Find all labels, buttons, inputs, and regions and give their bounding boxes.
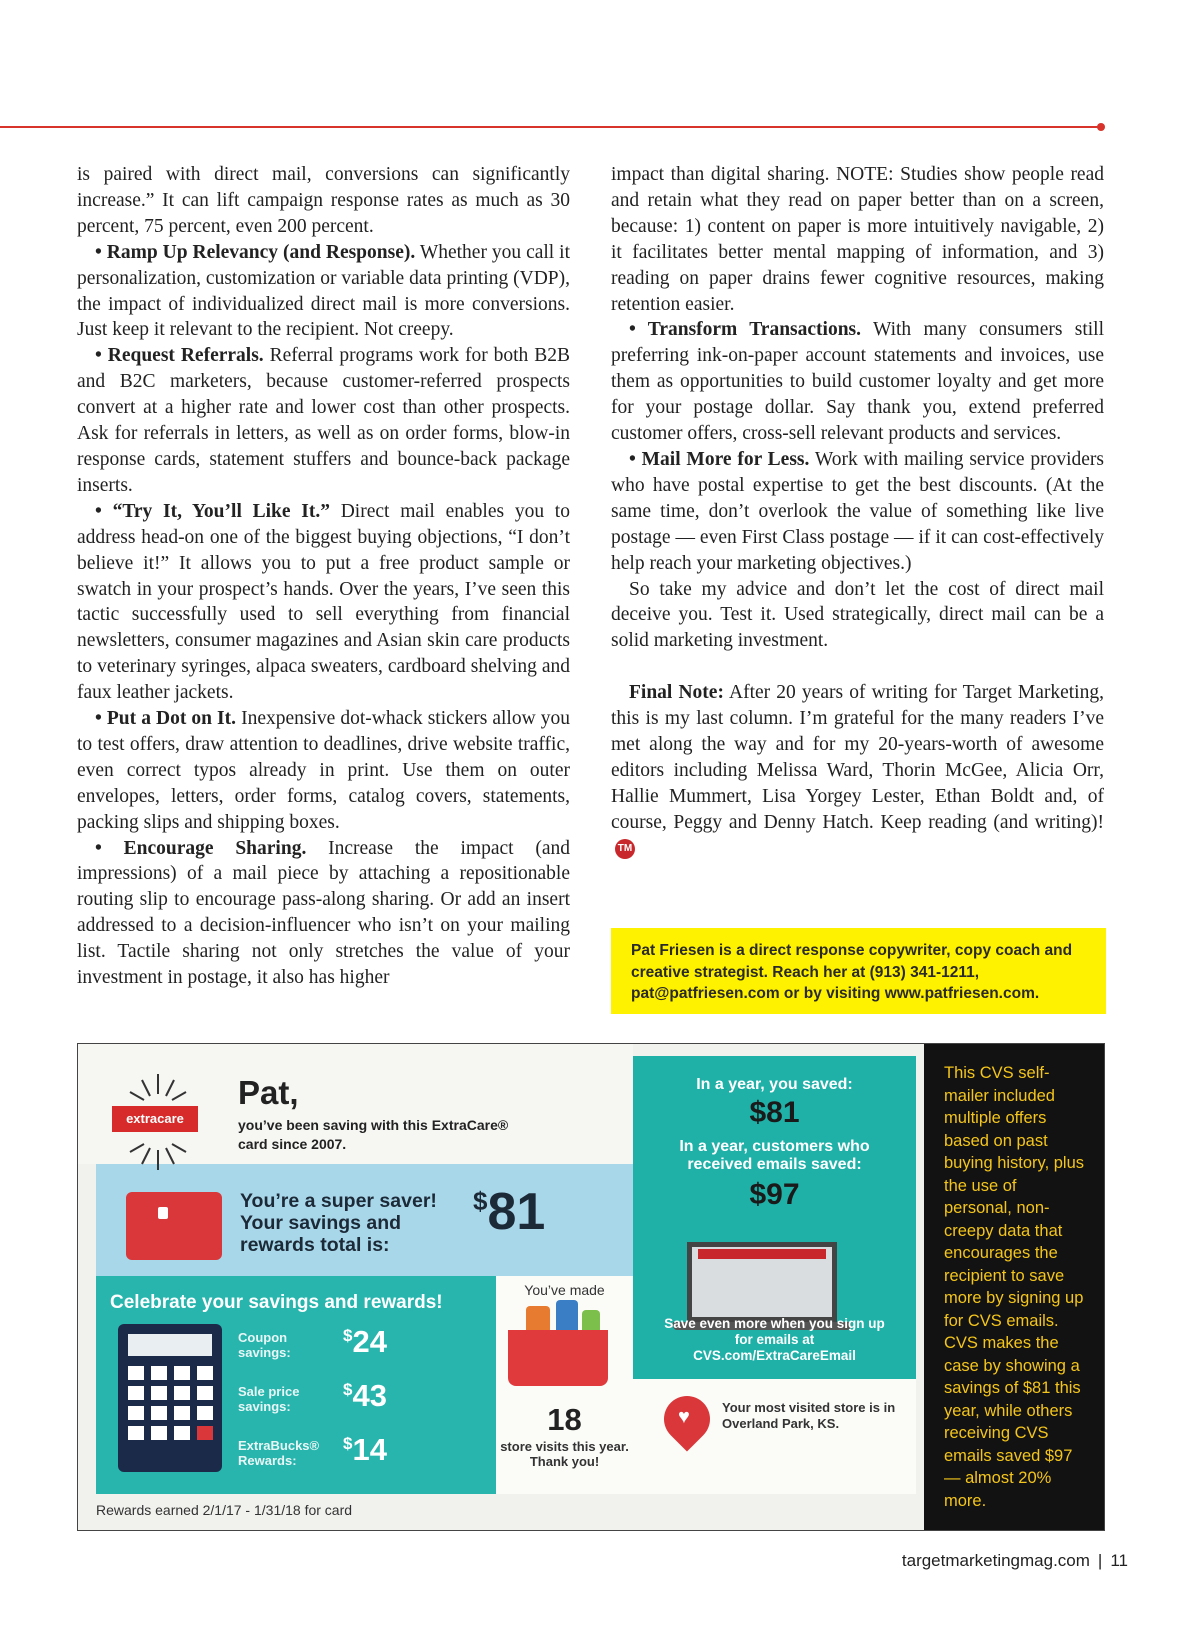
extracare-logo: extracare [112, 1106, 198, 1132]
visits-text: store visits this year. Thank you! [500, 1439, 629, 1469]
customers-saved-amount: $97 [749, 1178, 800, 1211]
paragraph [611, 317, 1104, 447]
paragraph-body: Work with mailing service providers who have postal expertise to get the best discounts. (At the same time, don’t overlook the value of something like live postage — even First Class postage — if it can cost-effectively help reach your marketing objectives.) [611, 448, 1105, 574]
page-number: 11 [1110, 1551, 1128, 1570]
paragraph [77, 499, 570, 706]
visits-count: 18 [547, 1402, 582, 1437]
bullet-heading: • “Try It, You’ll Like It.” [95, 500, 330, 522]
final-note-body: After 20 years of writing for Target Marketing, this is my last column. I’m grateful for the many readers I’ve met along the way and for my 20-years-worth of awesome editors including Melissa Ward, Thorin McGee, Alicia Orr, Hallie Mummert, Lisa Yorgey Lester, Ethan Boldt and, of course, Peggy and Denny Hatch. Keep reading (and writing)! [611, 682, 1104, 833]
year-saved-amount: $81 [749, 1096, 800, 1129]
paragraph-body: Inexpensive dot-whack stickers allow you to test offers, draw attention to deadlines, drive website traffic, even correct typos already in print. Use them on outer envelopes, letters, order forms, catalog covers, statements, packing slips and shipping boxes. [77, 708, 570, 833]
figure-caption: This CVS self-mailer included multiple offers based on past buying history, plus the use of personal, non-creepy data that encourages the recipient to save more by signing up for CVS emails. CVS makes the case by showing a savings of $81 this year, while others receiving CVS emails saved $97 — almost 20% more. [924, 1044, 1104, 1530]
customers-saved-label: In a year, customers who received emails saved: [679, 1138, 870, 1173]
calculator-icon [118, 1324, 222, 1472]
article-column-right [611, 162, 1104, 862]
customer-name: Pat, [238, 1074, 299, 1111]
header-rule [0, 126, 1100, 128]
cvs-mailer-figure [77, 1043, 1105, 1531]
bullet-heading: • Put a Dot on It. [95, 708, 237, 730]
bullet-heading: • Request Referrals. [95, 345, 264, 367]
shopping-basket-icon [508, 1330, 608, 1386]
paragraph [77, 240, 570, 344]
paragraph-body: Whether you call it personalization, customization or variable data printing (VDP), the impact of individualized direct mail is more conversions. Just keep it relevant to the recipient. Not creepy. [77, 241, 570, 341]
cvs-mailer-image: extracare Pat, you’ve been saving with this ExtraCare® card since 2007. You’re a super saver! Your savings and rewards total is: $81 Celebrate your savings and rewards! Coupon savings: $24 Sale price savings: $43 ExtraBucks® Rewards: $14 You’ve made 18 store visits this year. Thank you! In a year, you saved: $81 In a year, customers who received emails saved: $97 Save even more when you sign up for emails at CVS.com/ExtraCareEmail ♥ Your most visited store is in Overland Park, KS. Rewards earned 2/1/17 - 1/31/18 for card [78, 1044, 924, 1530]
article-column-left [77, 162, 570, 991]
header-rule-dot [1097, 123, 1105, 131]
page-footer [902, 1551, 1128, 1571]
paragraph [77, 343, 570, 498]
paragraph [611, 447, 1104, 577]
bullet-heading: • Ramp Up Relevancy (and Response). [95, 241, 416, 263]
paragraph: So take my advice and don’t let the cost of direct mail deceive you. Test it. Used strategically, direct mail can be a solid marketing investment. [611, 578, 1104, 652]
footer-separator: | [1097, 1551, 1103, 1570]
paragraph-body: Increase the impact (and impressions) of a mail piece by attaching a repositionable routing slip to encourage pass-along sharing. Or add an insert addressed to a decision-influencer who isn’t on your mailing list. Tactile sharing not only stretches the value of your investment in postage, it also has higher [77, 837, 570, 989]
bullet-heading: • Transform Transactions. [629, 319, 862, 341]
wallet-icon [126, 1192, 222, 1260]
card-since-text: you’ve been saving with this ExtraCare® card since 2007. [238, 1117, 509, 1152]
paragraph [77, 836, 570, 991]
celebrate-heading: Celebrate your savings and rewards! [110, 1292, 443, 1313]
super-saver-text: You’re a super saver! Your savings and rewards total is: [240, 1190, 437, 1256]
final-note [611, 680, 1104, 861]
rewards-period: Rewards earned 2/1/17 - 1/31/18 for card [96, 1502, 353, 1518]
visits-heading: You’ve made [524, 1282, 605, 1298]
footer-site: targetmarketingmag.com [901, 1551, 1090, 1570]
tm-logo-icon: TM [615, 839, 635, 859]
paragraph: is paired with direct mail, conversions can significantly increase.” It can lift campaign response rates as much as 30 percent, 75 percent, even 200 percent. [77, 164, 570, 237]
bullet-heading: • Mail More for Less. [629, 448, 810, 470]
email-signup-text: Save even more when you sign up for emails at CVS.com/ExtraCareEmail [664, 1316, 885, 1363]
author-bio-box: Pat Friesen is a direct response copywriter, copy coach and creative strategist. Reach her at (913) 341-1211, pat@patfriesen.com or by visiting www.patfriesen.com. [611, 928, 1106, 1014]
paragraph-body: Referral programs work for both B2B and B2C marketers, because customer-referred prospects convert at a higher rate and lower cost than other prospects. Ask for referrals in letters, as well as on order forms, blow-in response cards, statement stuffers and bounce-back package inserts. [77, 345, 570, 496]
year-saved-label: In a year, you saved: [696, 1076, 853, 1093]
final-note-heading: Final Note: [629, 682, 724, 704]
savings-total: $81 [473, 1183, 546, 1241]
paragraph-body: With many consumers still preferring ink-on-paper account statements and invoices, use them as opportunities to build customer loyalty and get more for your postage dollar. Say thank you, extend preferred customer offers, cross-sell relevant products and services. [611, 319, 1104, 445]
heart-icon: ♥ [678, 1406, 690, 1428]
paragraph-body: Direct mail enables you to address head-on one of the biggest buying objections, “I don’t believe it!” It allows you to put a free product sample or swatch in your prospect’s hands. Over the years, I’ve seen this tactic successfully used to sell everything from financial newsletters, consumer magazines and Asian skin care products to veterinary syringes, alpaca sweaters, cardboard shelving and faux leather jackets. [77, 500, 570, 704]
bullet-heading: • Encourage Sharing. [95, 837, 307, 859]
paragraph: impact than digital sharing. NOTE: Studies show people read and retain what they read on paper better than on a screen, because: 1) content on paper is more intuitively navigable, 2) it facilitates better mental mapping of information, and 3) reading on paper drains fewer cognitive resources, making retention easier. [611, 164, 1104, 315]
store-location-text: Your most visited store is in Overland Park, KS. [722, 1400, 896, 1431]
paragraph [77, 706, 570, 836]
